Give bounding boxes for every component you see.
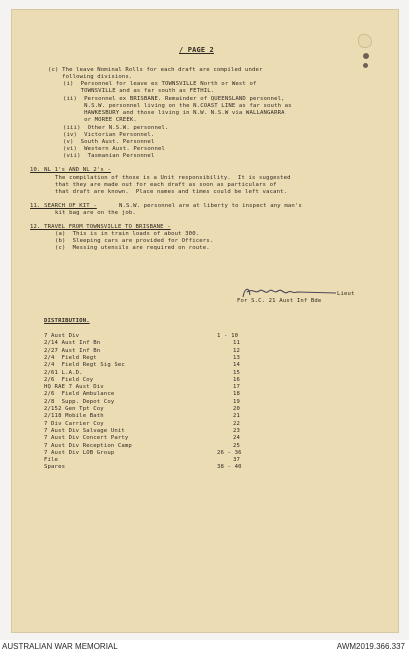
para-11-text: N.S.W. personnel are at liberty to inspect any man's [119,203,302,209]
distribution-copies: 24 [233,435,241,442]
handwritten-signature [241,285,341,299]
distribution-copies: 21 [233,413,241,420]
distribution-copies: 20 [233,406,241,412]
para-c-item: or MOREE CREEK. [63,117,137,123]
distribution-unit: 2/61 L.A.D. [44,369,83,376]
distribution-unit: 7 Div Carrier Coy [44,420,104,427]
para-10-text: The compilation of those is a Unit responsibility. It is suggested [55,175,291,181]
para-c-item: (iv) Victorian Personnel. [63,132,155,138]
distribution-unit: 2/4 Field Regt Sig Sec [44,362,125,369]
distribution-unit: 7 Aust Div Salvage Unit [44,427,125,434]
distribution-unit: Spares [44,464,66,471]
para-c-item: (vii) Tasmanian Personnel [63,153,155,159]
document-page [11,9,399,633]
para-10-text: that draft are known. Place names and times could be left vacant. [55,189,288,195]
archive-reference: AWM2019.366.337 [336,642,405,651]
para-c-intro: (c) The leave Nominal Rolls for each draft are compiled under [48,67,263,73]
punch-hole [363,53,369,59]
para-c-item: (ii) Personnel ex BRISBANE. Remainder of QUEENSLAND personnel, [63,96,285,102]
distribution-unit: File [44,457,59,464]
distribution-copies: 1 - 10 [217,333,239,339]
distribution-copies: 14 [233,362,241,369]
distribution-unit: HQ RAE 7 Aust Div [44,384,104,391]
para-c-item: (i) Personnel for leave ex TOWNSVILLE North or West of [63,81,257,87]
para-c-item: N.S.W. personnel living on the N.COAST LINE as far south as [63,103,292,109]
para-11-text: kit bag are on the job. [55,210,136,216]
signature-rank: Lieut [337,291,355,297]
distribution-unit: 2/152 Gen Tpt Coy [44,406,104,412]
para-c-intro: following divisions. [48,74,133,80]
signature-block: For S.C. 21 Aust Inf Bde [237,298,322,304]
para-12-item: (b) Sleeping cars are provided for Officers. [55,238,214,244]
page-number: / PAGE 2 [179,46,214,54]
distribution-copies: 19 [233,398,241,405]
para-c-item: HAWKESBURY and those living in N.W. N.S.W via WALLANGARRA [63,110,285,116]
para-c-item: (v) South Aust. Personnel [63,139,155,145]
archive-footer [0,640,409,653]
distribution-unit: 7 Aust Div LOB Group [44,449,115,456]
distribution-heading: DISTRIBUTION. [44,318,90,324]
distribution-unit: 7 Aust Div Reception Camp [44,442,132,449]
distribution-unit: 7 Aust Div Concert Party [44,435,129,442]
distribution-copies: 17 [233,384,241,391]
punch-hole [363,63,368,68]
distribution-copies: 26 - 36 [217,449,242,456]
para-12-item: (c) Messing utensils are required on route. [55,245,210,251]
distribution-copies: 25 [233,442,241,449]
distribution-unit: 2/27 Aust Inf Bn [44,347,101,354]
distribution-unit: 2/14 Aust Inf Bn [44,340,101,347]
para-11-heading: 11. SEARCH OF KIT - [30,203,97,209]
para-10-text: that they are made out for each draft as soon as particulars of [55,182,277,188]
para-c-item: (iii) Other N.S.W. personnel. [63,125,169,131]
distribution-copies: 22 [233,420,241,427]
distribution-unit: 7 Aust Div [44,333,80,339]
para-12-item: (a) This is in train loads of about 300. [55,231,200,237]
distribution-copies: 38 - 40 [217,464,242,471]
distribution-copies: 16 [233,376,241,383]
para-c-item: (vi) Western Aust. Personnel [63,146,166,152]
para-12-heading: 12. TRAVEL FROM TOWNSVILLE TO BRISBANE - [30,224,171,230]
distribution-copies: 23 [233,427,241,434]
distribution-unit: 2/6 Field Ambulance [44,391,115,398]
distribution-unit: 2/6 Field Coy [44,376,94,383]
para-10-heading: 10. NL 1's AND NL 2's - [30,167,111,173]
archive-name: AUSTRALIAN WAR MEMORIAL [2,642,118,651]
distribution-copies: 15 [233,369,241,376]
distribution-copies: 18 [233,391,241,398]
distribution-unit: 2/118 Mobile Bath [44,413,104,420]
para-c-item: TOWNSVILLE and as far south as FETHIL. [63,88,215,94]
distribution-copies: 12 [233,347,241,354]
distribution-unit: 2/4 Field Regt [44,354,97,361]
paper-damage-mark [358,34,372,48]
distribution-copies: 11 [233,340,241,347]
distribution-copies: 37 [233,457,241,464]
distribution-unit: 2/8 Supp. Depot Coy [44,398,115,405]
distribution-copies: 13 [233,354,241,361]
